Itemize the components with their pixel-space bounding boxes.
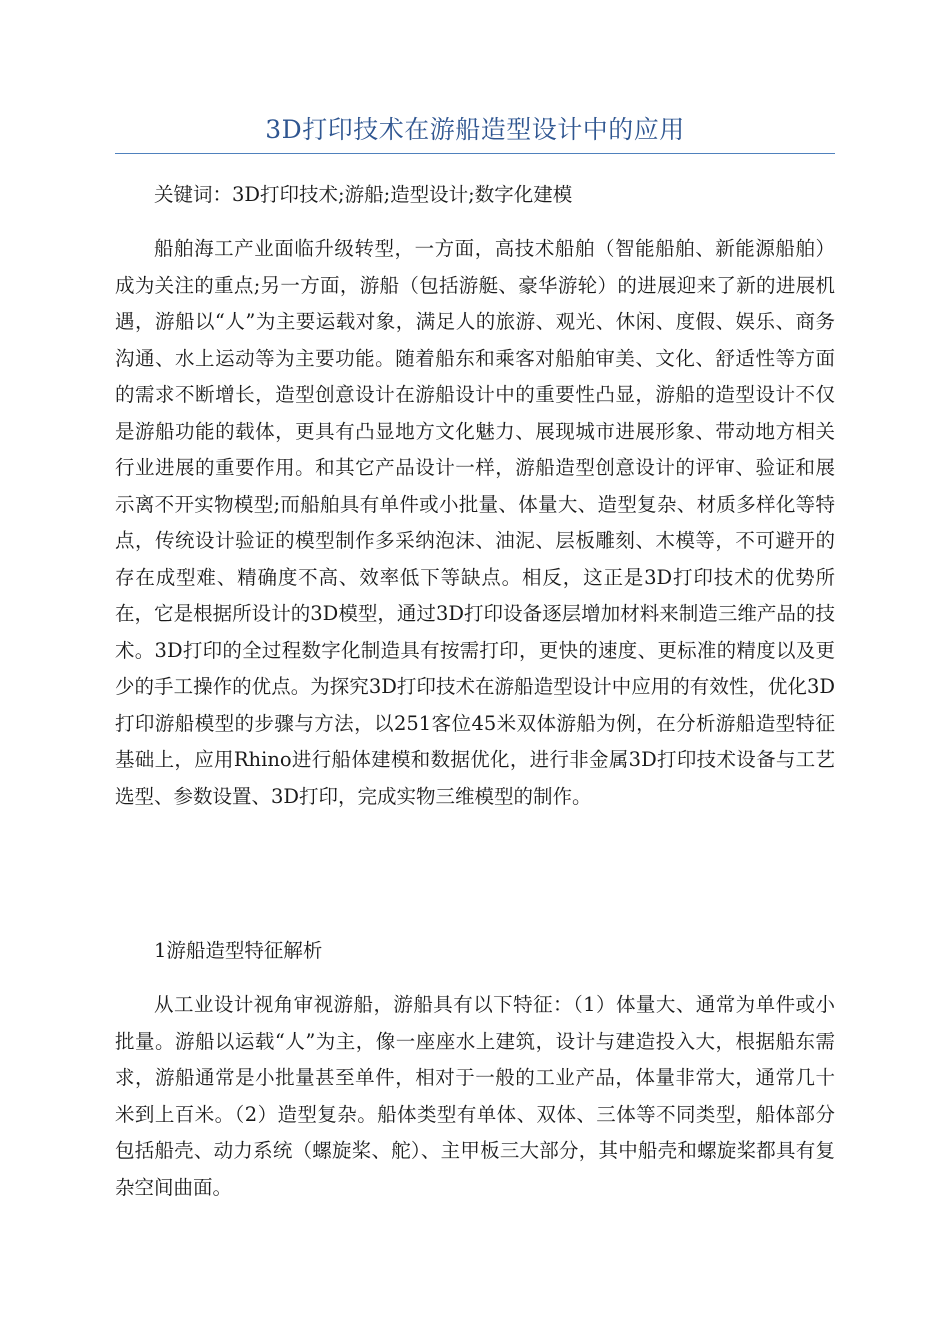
keywords-line: 关键词：3D打印技术;游船;造型设计;数字化建模 <box>154 183 573 206</box>
body-paragraph-intro: 船舶海工产业面临升级转型，一方面，高技术船舶（智能船舶、新能源船舶）成为关注的重点;另一方面，游船（包括游艇、豪华游轮）的进展迎来了新的进展机遇，游船以“人”为主要运载对象，满足人的旅游、观光、休闲、度假、娱乐、商务沟通、水上运动等为主要功能。随着船东和乘客对船舶审美、文化、舒适性等方面的需求不断增长，造型创意设计在游船设计中的重要性凸显，游船的造型设计不仅是游船功能的载体，更具有凸显地方文化魅力、展现城市进展形象、带动地方相关行业进展的重要作用。和其它产品设计一样，游船造型创意设计的评审、验证和展示离不开实物模型;而船舶具有单件或小批量、体量大、造型复杂、材质多样化等特点，传统设计验证的模型制作多采纳泡沫、油泥、层板雕刻、木模等，不可避开的存在成型难、精确度不高、效率低下等缺点。相反，这正是3D打印技术的优势所在，它是根据所设计的3D模型，通过3D打印设备逐层增加材料来制造三维产品的技术。3D打印的全过程数字化制造具有按需打印，更快的速度、更标准的精度以及更少的手工操作的优点。为探究3D打印技术在游船造型设计中应用的有效性，优化3D打印游船模型的步骤与方法，以251客位45米双体游船为例，在分析游船造型特征基础上，应用Rhino进行船体建模和数据优化，进行非金属3D打印技术设备与工艺选型、参数设置、3D打印，完成实物三维模型的制作。 <box>115 237 835 808</box>
section-heading: 1游船造型特征解析 <box>154 939 323 962</box>
body-paragraph-features: 从工业设计视角审视游船，游船具有以下特征：（1）体量大、通常为单件或小批量。游船以运载“人”为主，像一座座水上建筑，设计与建造投入大，根据船东需求，游船通常是小批量甚至单件，相对于一般的工业产品，体量非常大，通常几十米到上百米。（2）造型复杂。船体类型有单体、双体、三体等不同类型，船体部分包括船壳、动力系统（螺旋桨、舵）、主甲板三大部分，其中船壳和螺旋桨都具有复杂空间曲面。 <box>115 993 835 1199</box>
document-title: 3D打印技术在游船造型设计中的应用 <box>265 115 685 144</box>
title-underline <box>115 153 835 154</box>
